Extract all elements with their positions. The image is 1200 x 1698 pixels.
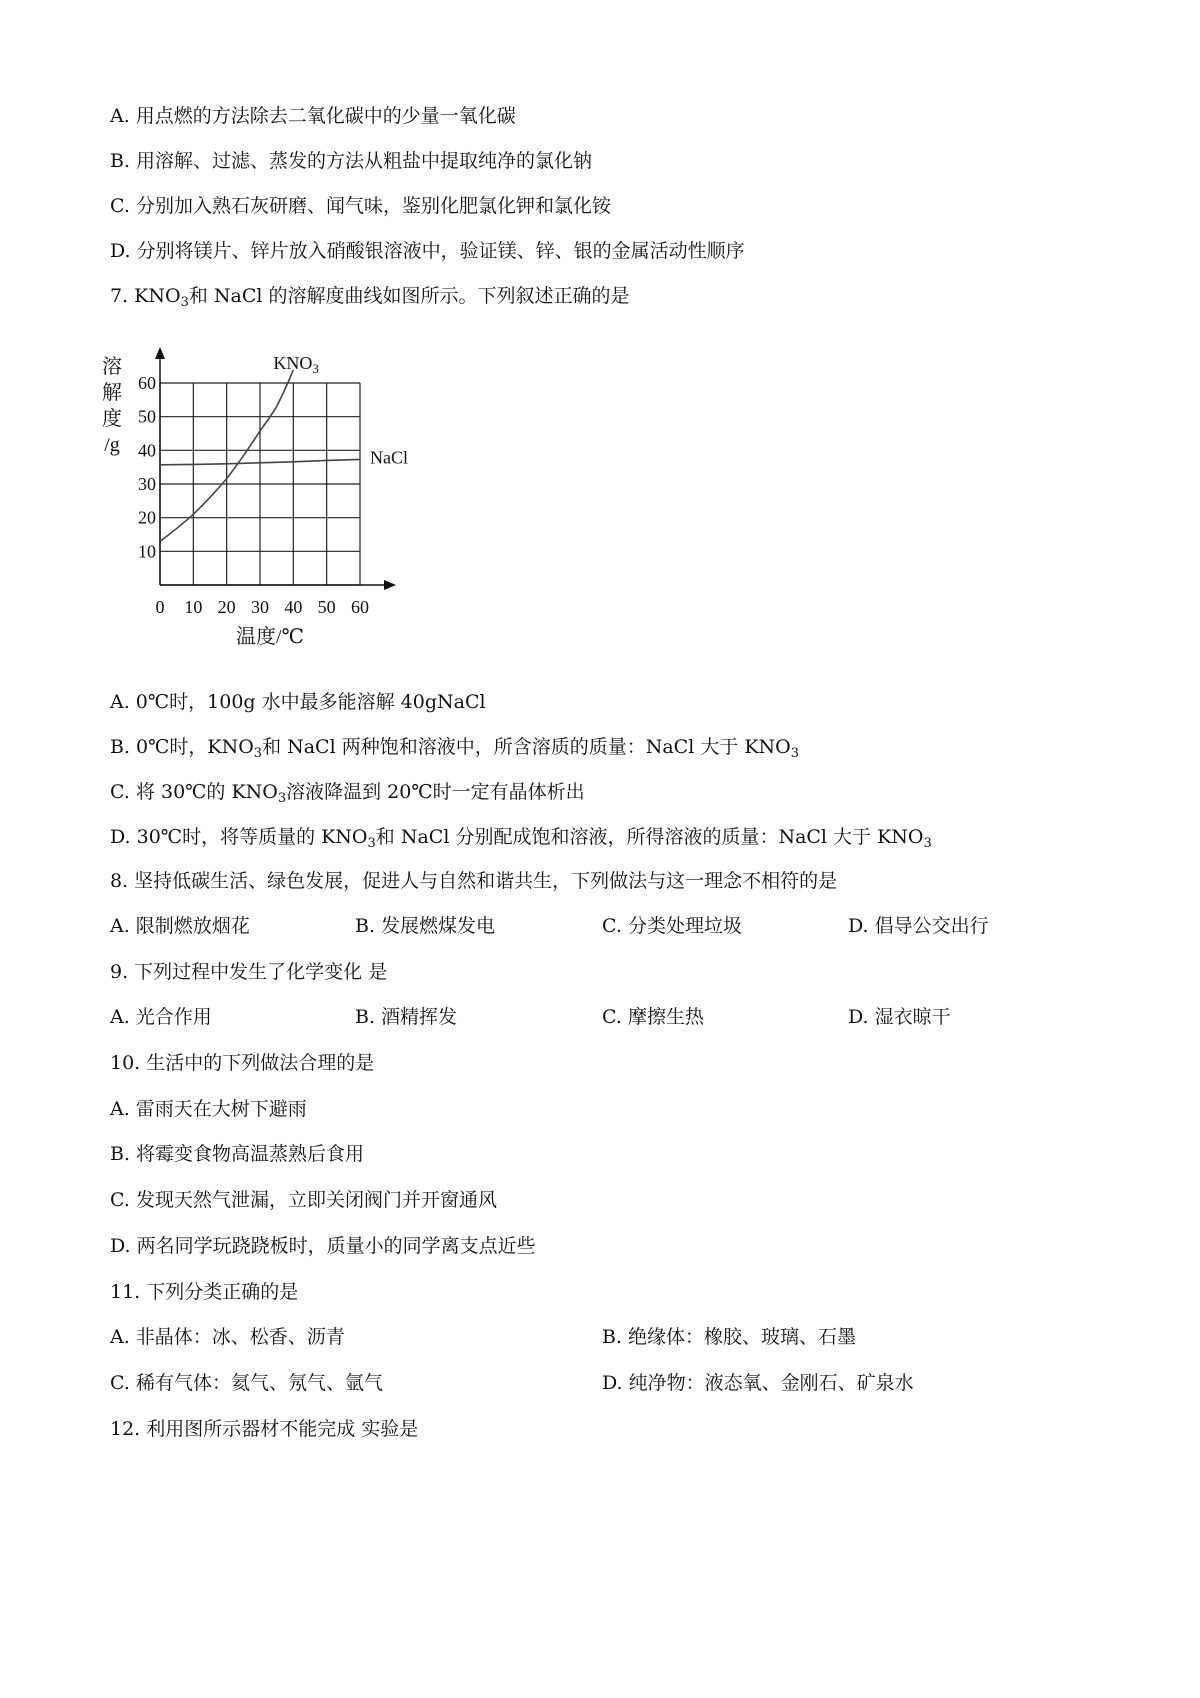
- x-tick-label: 20: [217, 597, 236, 617]
- q8-option-b: B. 发展燃煤发电: [355, 915, 496, 937]
- y-axis-label-char: 溶: [102, 356, 122, 378]
- x-tick-label: 30: [251, 597, 269, 617]
- q10-stem: 10. 生活中的下列做法合理的是: [110, 1052, 375, 1074]
- x-axis-arrow: [384, 580, 396, 590]
- q6-option-c: C. 分别加入熟石灰研磨、闻气味，鉴别化肥氯化钾和氯化铵: [110, 195, 611, 217]
- y-axis-label-char: /g: [104, 434, 120, 456]
- q9-option-c: C. 摩擦生热: [602, 1006, 704, 1028]
- q7-option-d: D. 30℃时，将等质量的 $KNO_3$和 NaCl 分别配成饱和溶液，所得溶液的质量：NaCl 大于 $KNO_3$: [110, 826, 932, 851]
- q11-option-c: C. 稀有气体：氦气、氖气、氩气: [110, 1372, 383, 1394]
- q8-option-a: A. 限制燃放烟花: [110, 915, 250, 937]
- q10-option-c: C. 发现天然气泄漏，立即关闭阀门并开窗通风: [110, 1189, 497, 1211]
- y-tick-label: 30: [138, 474, 156, 494]
- series-label-kno: $KNO_3$: [273, 353, 319, 376]
- x-tick-label: 60: [351, 597, 369, 617]
- q10-option-b: B. 将霉变食物高温蒸熟后食用: [110, 1143, 365, 1165]
- q9-option-b: B. 酒精挥发: [355, 1006, 458, 1028]
- x-tick-label: 40: [284, 597, 303, 617]
- q9-stem: 9. 下列过程中发生了化学变化 是: [110, 961, 388, 983]
- q9-option-d: D. 湿衣晾干: [848, 1006, 951, 1028]
- q6-option-d: D. 分别将镁片、锌片放入硝酸银溶液中，验证镁、锌、银的金属活动性顺序: [110, 240, 745, 262]
- q9-option-a: A. 光合作用: [110, 1006, 212, 1028]
- y-tick-label: 10: [138, 541, 156, 562]
- x-tick-label: 50: [317, 597, 336, 617]
- y-axis-arrow: [155, 347, 165, 359]
- y-axis-label-char: 度: [102, 408, 122, 430]
- q11-option-b: B. 绝缘体：橡胶、玻璃、石墨: [602, 1326, 857, 1348]
- y-tick-label: 60: [138, 373, 156, 393]
- q7-stem: 7. $KNO_3$和 NaCl 的溶解度曲线如图所示。下列叙述正确的是: [110, 285, 630, 310]
- q8-stem: 8. 坚持低碳生活、绿色发展，促进人与自然和谐共生，下列做法与这一理念不相符的是: [110, 870, 838, 892]
- series-label-nacl: NaCl: [370, 447, 408, 468]
- y-axis-label-char: 解: [102, 382, 122, 404]
- q11-stem: 11. 下列分类正确的是: [110, 1281, 299, 1303]
- q10-option-d: D. 两名同学玩跷跷板时，质量小的同学离支点近些: [110, 1235, 536, 1257]
- solubility-chart: [100, 345, 430, 665]
- x-axis-label: 温度/℃: [236, 626, 304, 648]
- q6-option-a: A. 用点燃的方法除去二氧化碳中的少量一氧化碳: [110, 105, 516, 127]
- q6-option-b: B. 用溶解、过滤、蒸发的方法从粗盐中提取纯净的氯化钠: [110, 150, 593, 172]
- q11-option-d: D. 纯净物：液态氧、金刚石、矿泉水: [602, 1372, 914, 1394]
- q10-option-a: A. 雷雨天在大树下避雨: [110, 1098, 307, 1120]
- y-tick-label: 40: [138, 440, 156, 461]
- q12-stem: 12. 利用图所示器材不能完成 实验是: [110, 1418, 419, 1440]
- x-tick-label: 0: [155, 597, 165, 617]
- x-tick-label: 10: [184, 597, 203, 617]
- y-tick-label: 20: [138, 507, 156, 528]
- q7-option-b: B. 0℃时，$KNO_3$和 NaCl 两种饱和溶液中，所含溶质的质量：NaCl 大于 $KNO_3$: [110, 736, 800, 761]
- q8-option-c: C. 分类处理垃圾: [602, 915, 742, 937]
- q8-option-d: D. 倡导公交出行: [848, 915, 989, 937]
- y-tick-label: 50: [138, 406, 156, 427]
- q7-option-a: A. 0℃时，100g 水中最多能溶解 40gNaCl: [110, 691, 486, 713]
- q7-option-c: C. 将 30℃的 $KNO_3$溶液降温到 20℃时一定有晶体析出: [110, 781, 585, 806]
- q11-option-a: A. 非晶体：冰、松香、沥青: [110, 1326, 345, 1348]
